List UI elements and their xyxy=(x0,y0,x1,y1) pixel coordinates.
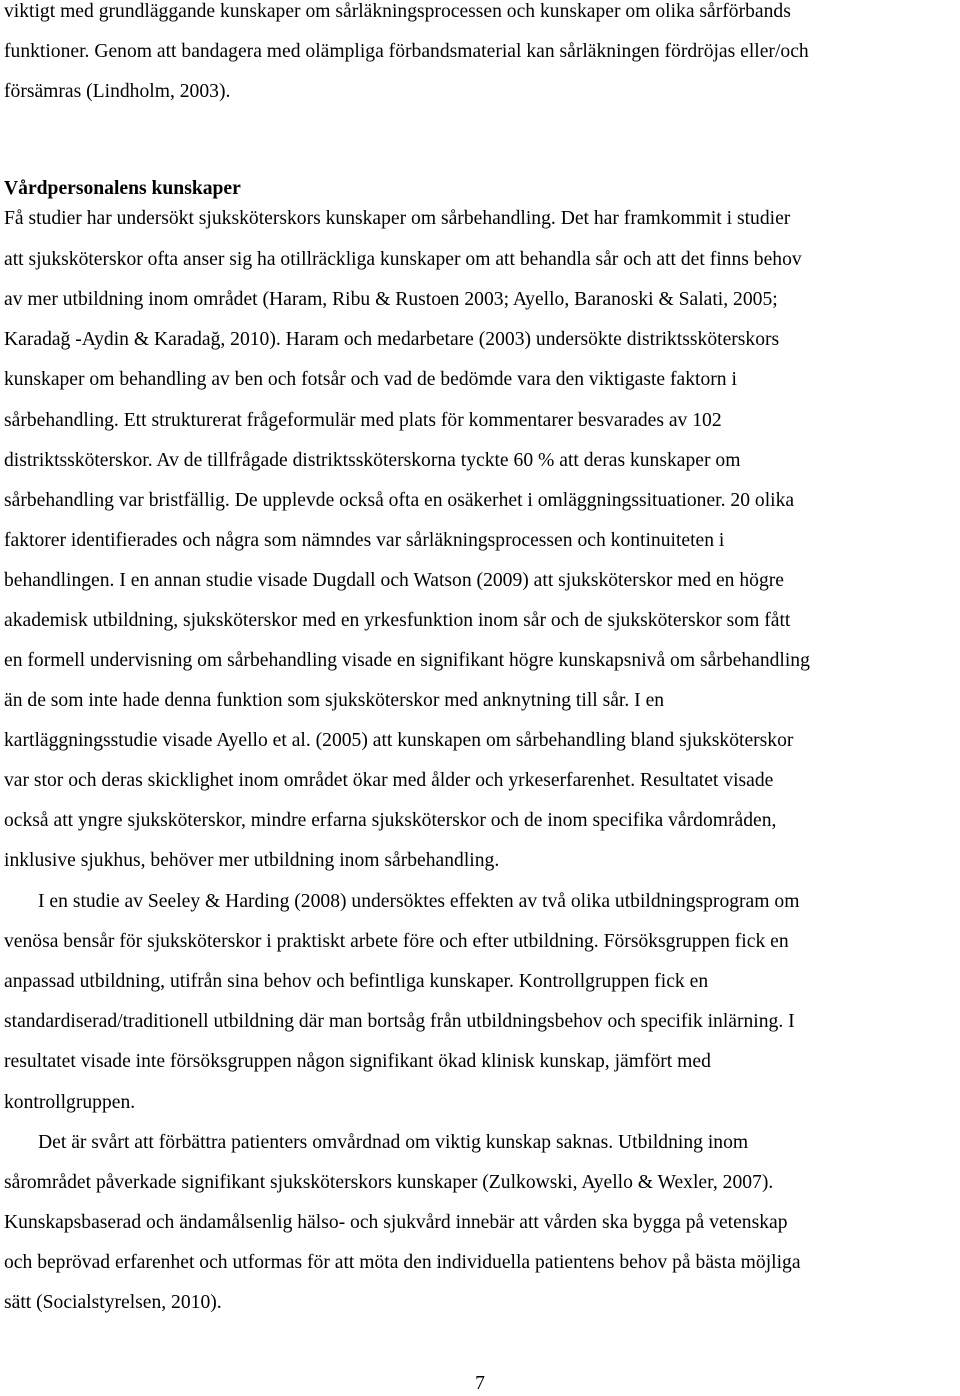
intro-line: försämras (Lindholm, 2003). xyxy=(4,81,231,102)
paragraph-line: också att yngre sjuksköterskor, mindre erfarna sjuksköterskor och de inom specifika vårdområden, xyxy=(4,810,777,831)
paragraph-line: än de som inte hade denna funktion som sjuksköterskor med anknytning till sår. I en xyxy=(4,690,665,711)
page-number: 7 xyxy=(475,1373,485,1394)
paragraph-line: anpassad utbildning, utifrån sina behov och befintliga kunskaper. Kontrollgruppen fick en xyxy=(4,971,709,992)
paragraph-line: Det är svårt att förbättra patienters omvårdnad om viktig kunskap saknas. Utbildning inom xyxy=(38,1132,749,1153)
paragraph-line: Få studier har undersökt sjuksköterskors kunskaper om sårbehandling. Det har framkommit i studier xyxy=(4,208,791,229)
intro-line: viktigt med grundläggande kunskaper om sårläkningsprocessen och kunskaper om olika sårförbands xyxy=(4,1,791,22)
paragraph-line: resultatet visade inte försöksgruppen någon signifikant ökad klinisk kunskap, jämfört med xyxy=(4,1051,711,1072)
paragraph-line: sårbehandling var bristfällig. De upplevde också ofta en osäkerhet i omläggningssituationer. 20 olika xyxy=(4,490,795,511)
paragraph-line: kunskaper om behandling av ben och fotsår och vad de bedömde vara den viktigaste faktorn i xyxy=(4,369,737,390)
paragraph-line: kontrollgruppen. xyxy=(4,1092,136,1113)
paragraph-line: av mer utbildning inom området (Haram, Ribu & Rustoen 2003; Ayello, Baranoski & Salati, 2005; xyxy=(4,289,778,310)
paragraph-line: sårbehandling. Ett strukturerat frågeformulär med plats för kommentarer besvarades av 102 xyxy=(4,410,722,431)
paragraph-line: venösa bensår för sjuksköterskor i praktiskt arbete före och efter utbildning. Försöksgruppen fick en xyxy=(4,931,789,952)
paragraph-line: och beprövad erfarenhet och utformas för att möta den individuella patientens behov på bästa möjliga xyxy=(4,1252,801,1273)
paragraph-line: inklusive sjukhus, behöver mer utbildning inom sårbehandling. xyxy=(4,850,500,871)
paragraph-line: standardiserad/traditionell utbildning där man bortsåg från utbildningsbehov och specifik inlärning. I xyxy=(4,1011,795,1032)
paragraph-line: en formell undervisning om sårbehandling visade en signifikant högre kunskapsnivå om sårbehandling xyxy=(4,650,810,671)
paragraph-line: kartläggningsstudie visade Ayello et al. (2005) att kunskapen om sårbehandling bland sjuksköterskor xyxy=(4,730,794,751)
paragraph-line: I en studie av Seeley & Harding (2008) undersöktes effekten av två olika utbildningsprogram om xyxy=(38,891,800,912)
paragraph-line: sätt (Socialstyrelsen, 2010). xyxy=(4,1292,222,1313)
paragraph-line: var stor och deras skicklighet inom området ökar med ålder och yrkeserfarenhet. Resultatet visade xyxy=(4,770,774,791)
paragraph-line: distriktssköterskor. Av de tillfrågade distriktssköterskorna tyckte 60 % att deras kunskaper om xyxy=(4,450,741,471)
paragraph-line: akademisk utbildning, sjuksköterskor med en yrkesfunktion inom sår och de sjuksköterskor som fått xyxy=(4,610,791,631)
paragraph-line: faktorer identifierades och några som nämndes var sårläkningsprocessen och kontinuiteten i xyxy=(4,530,725,551)
paragraph-line: behandlingen. I en annan studie visade Dugdall och Watson (2009) att sjuksköterskor med en högre xyxy=(4,570,784,591)
paragraph-line: Karadağ -Aydin & Karadağ, 2010). Haram och medarbetare (2003) undersökte distriktssköterskors xyxy=(4,329,780,350)
intro-line: funktioner. Genom att bandagera med olämpliga förbandsmaterial kan sårläkningen fördröjas eller/och xyxy=(4,41,809,62)
paragraph-line: sårområdet påverkade signifikant sjuksköterskors kunskaper (Zulkowski, Ayello & Wexler, 2007). xyxy=(4,1172,774,1193)
section-heading: Vårdpersonalens kunskaper xyxy=(4,178,241,199)
paragraph-line: Kunskapsbaserad och ändamålsenlig hälso- och sjukvård innebär att vården ska bygga på vetenskap xyxy=(4,1212,788,1233)
paragraph-line: att sjuksköterskor ofta anser sig ha otillräckliga kunskaper om att behandla sår och att det finns behov xyxy=(4,249,802,270)
